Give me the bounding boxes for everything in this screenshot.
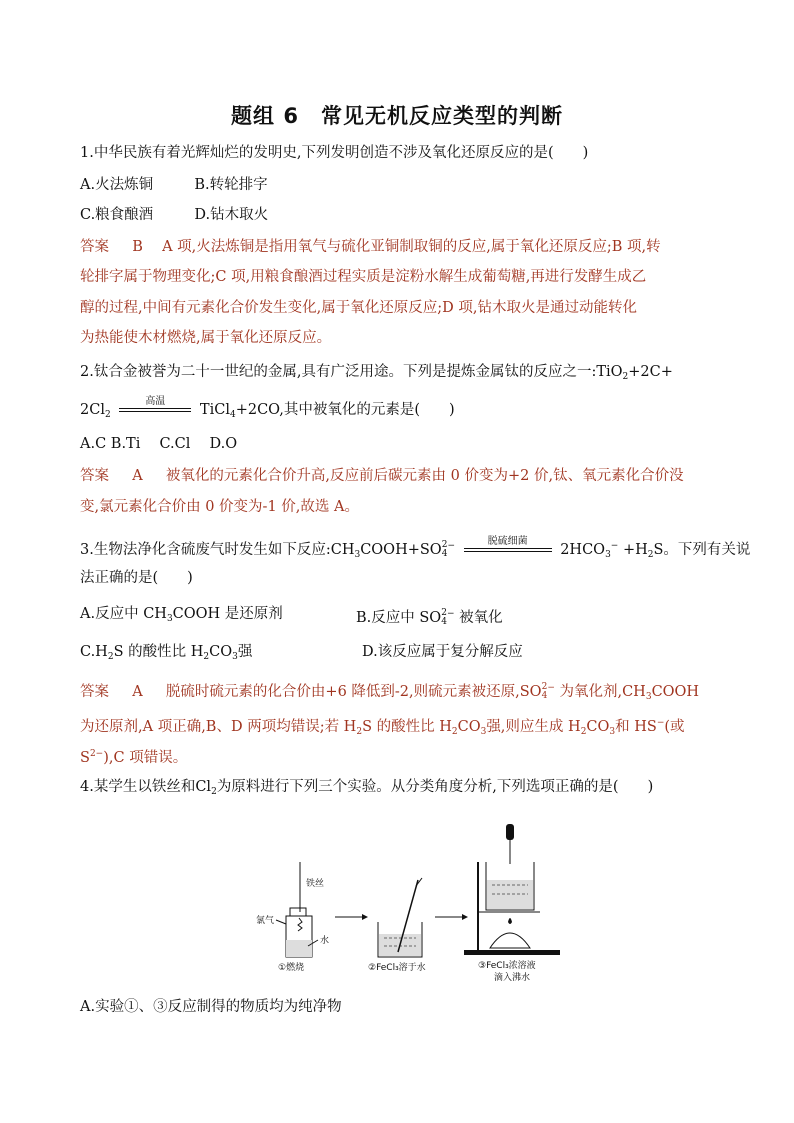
q2-answer-line-1 <box>80 466 684 486</box>
q2-stem: 2.钛合金被誉为二十一世纪的金属,具有广泛用途。下列是提炼金属钛的反应之一:TiO$_2$+2C+ <box>80 364 673 382</box>
answer-letter: A <box>132 468 143 484</box>
caption-dissolve: ②FeCl₃溶于水 <box>368 963 426 973</box>
q2-eq-rest: +2CO,其中被氧化的元素是( ) <box>235 402 455 418</box>
answer-tag: 答案 <box>80 684 109 700</box>
q3-stem-text-3: 2HCO <box>560 542 606 558</box>
answer-text-9: 和 HS <box>615 719 657 735</box>
caption-heating-2: 滴入沸水 <box>494 973 531 983</box>
setup-dissolve <box>368 878 426 973</box>
q1-option-a: A.火法炼铜 <box>80 177 154 193</box>
answer-text-6: CO <box>457 719 481 735</box>
q3-stem-text-4: +H <box>622 542 648 558</box>
page-title: 题组 6 常见无机反应类型的判断 <box>231 104 563 128</box>
q1-answer-line-4: 为热能使木材燃烧,属于氧化还原反应。 <box>80 330 332 346</box>
label-iron-wire: 铁丝 <box>306 879 325 889</box>
answer-text-5: S 的酸性比 H <box>362 719 452 735</box>
q3-option-c-text: C.H <box>80 644 108 660</box>
q1-answer-line-2: 轮排字属于物理变化;C 项,用粮食酿酒过程实质是淀粉水解生成葡萄糖,再进行发酵生成乙 <box>80 269 647 285</box>
q3-option-b-text-2: 被氧化 <box>459 610 503 626</box>
answer-text-2: 为氧化剂,CH <box>559 684 646 700</box>
answer-text-8: CO <box>586 719 610 735</box>
answer-text-11: S <box>80 750 90 766</box>
q3-option-c: $C.H_2S$ 的酸性比 $H_2CO_3$强 <box>80 644 253 662</box>
q1-options-ab <box>80 175 268 195</box>
q1-answer-line-1 <box>80 237 661 257</box>
q2-options: A.C B.Ti C.Cl D.O <box>80 436 238 452</box>
q3-option-a-text-2: COOH 是还原剂 <box>172 606 283 622</box>
caption-combustion: ①燃烧 <box>278 963 305 973</box>
q4-option-a: A.实验①、③反应制得的物质均为纯净物 <box>80 999 342 1015</box>
answer-letter: A <box>132 684 143 700</box>
q3-answer-line-2: 为还原剂,A 项正确,B、D 两项均错误;若 $H_2S$ 的酸性比 $H_2CO_3$强,则应生成 $H_2CO_3$和 HS−(或 <box>80 718 685 737</box>
q2-equation: $2Cl_2$ 高温 TiCl$_4$+2CO,其中被氧化的元素是( ) <box>80 400 455 425</box>
q3-stem-text: 3.生物法净化含硫废气时发生如下反应:CH <box>80 542 355 558</box>
answer-text: 脱硫时硫元素的化合价由+6 降低到-2,则硫元素被还原,SO <box>165 684 542 700</box>
q1-options-cd <box>80 205 268 225</box>
q1-option-d: D.钻木取火 <box>194 207 269 223</box>
q1-option-c: C.粮食酿酒 <box>80 207 154 223</box>
q2-stem-text: 2.钛合金被誉为二十一世纪的金属,具有广泛用途。下列是提炼金属钛的反应之一:TiO <box>80 364 623 380</box>
q3-option-a: A.反应中 $CH_3COOH$ 是还原剂 <box>80 606 283 624</box>
q3-option-a-text: A.反应中 CH <box>80 606 167 622</box>
answer-tag: 答案 <box>80 468 109 484</box>
setup-combustion <box>256 862 329 973</box>
answer-text-10: (或 <box>664 719 685 735</box>
answer-text-3: COOH <box>651 684 700 700</box>
q3-option-c-text-2: S 的酸性比 H <box>113 644 204 660</box>
q2-answer-line-2: 变,氯元素化合价由 0 价变为-1 价,故选 A。 <box>80 499 359 515</box>
q3-answer-line-1: 答案 A 脱硫时硫元素的化合价由+6 降低到-2,则硫元素被还原,SO 2 4 − 为氧化剂$,CH_3COOH$ <box>80 682 700 702</box>
q4-stem: 4.某学生以铁丝和$Cl_2$为原料进行下列三个实验。从分类角度分析,下列选项正确的是( ) <box>80 779 654 797</box>
answer-letter: B <box>132 239 143 255</box>
answer-text: A 项,火法炼铜是指用氧气与硫化亚铜制取铜的反应,属于氧化还原反应;B 项,转 <box>162 239 661 255</box>
q2-stem-text-2: +2C+ <box>628 364 673 380</box>
answer-text-4: 为还原剂,A 项正确,B、D 两项均错误;若 H <box>80 719 357 735</box>
q3-stem-text-5: S。下列有关说 <box>653 542 751 558</box>
q2-eq-product: TiCl <box>199 402 230 418</box>
q2-eq-reactant: 2Cl <box>80 402 105 418</box>
q3-option-b: B.反应中 SO 2 4 − 被氧化 <box>356 608 503 627</box>
answer-text-12: ),C 项错误。 <box>103 750 188 766</box>
caption-heating-1: ③FeCl₃浓溶液 <box>478 961 536 971</box>
q2-reaction-arrow <box>115 396 195 420</box>
q3-stem-text-2: COOH+SO <box>360 542 442 558</box>
setup-heating <box>464 824 560 983</box>
answer-text-7: 强,则应生成 H <box>486 719 581 735</box>
q3-answer-line-3: $S^{2-}),C$ 项错误。 <box>80 749 188 766</box>
q3-stem: 3.生物法净化含硫废气时发生如下反应$:CH_3COOH+SO$ 2 4 − 脱硫细菌 $2HCO_3^- +H_2S$。下列有关说 <box>80 536 750 565</box>
q4-stem-text: 4.某学生以铁丝和Cl <box>80 779 212 795</box>
label-water: 水 <box>320 936 330 946</box>
q3-option-c-text-4: 强 <box>237 644 253 660</box>
q3-stem-line-2: 法正确的是( ) <box>80 570 193 586</box>
q3-reaction-arrow <box>460 536 556 560</box>
q1-option-b: B.转轮排字 <box>194 177 268 193</box>
answer-tag: 答案 <box>80 239 109 255</box>
label-chlorine: 氯气 <box>256 916 275 926</box>
experiment-figure <box>250 822 570 992</box>
q3-condition: 脱硫细菌 <box>487 536 528 547</box>
q1-answer-line-3: 醇的过程,中间有元素化合价发生变化,属于氧化还原反应;D 项,钻木取火是通过动能转化 <box>80 300 637 316</box>
q4-stem-text-2: 为原料进行下列三个实验。从分类角度分析,下列选项正确的是( ) <box>216 779 654 795</box>
answer-text: 被氧化的元素化合价升高,反应前后碳元素由 0 价变为+2 价,钛、氧元素化合价没 <box>165 468 684 484</box>
q3-option-b-text: B.反应中 SO <box>356 610 442 626</box>
q3-option-d: D.该反应属于复分解反应 <box>362 644 523 660</box>
q2-condition: 高温 <box>145 396 166 407</box>
q1-stem: 1.中华民族有着光辉灿烂的发明史,下列发明创造不涉及氧化还原反应的是( ) <box>80 145 589 161</box>
q3-option-c-text-3: CO <box>209 644 233 660</box>
